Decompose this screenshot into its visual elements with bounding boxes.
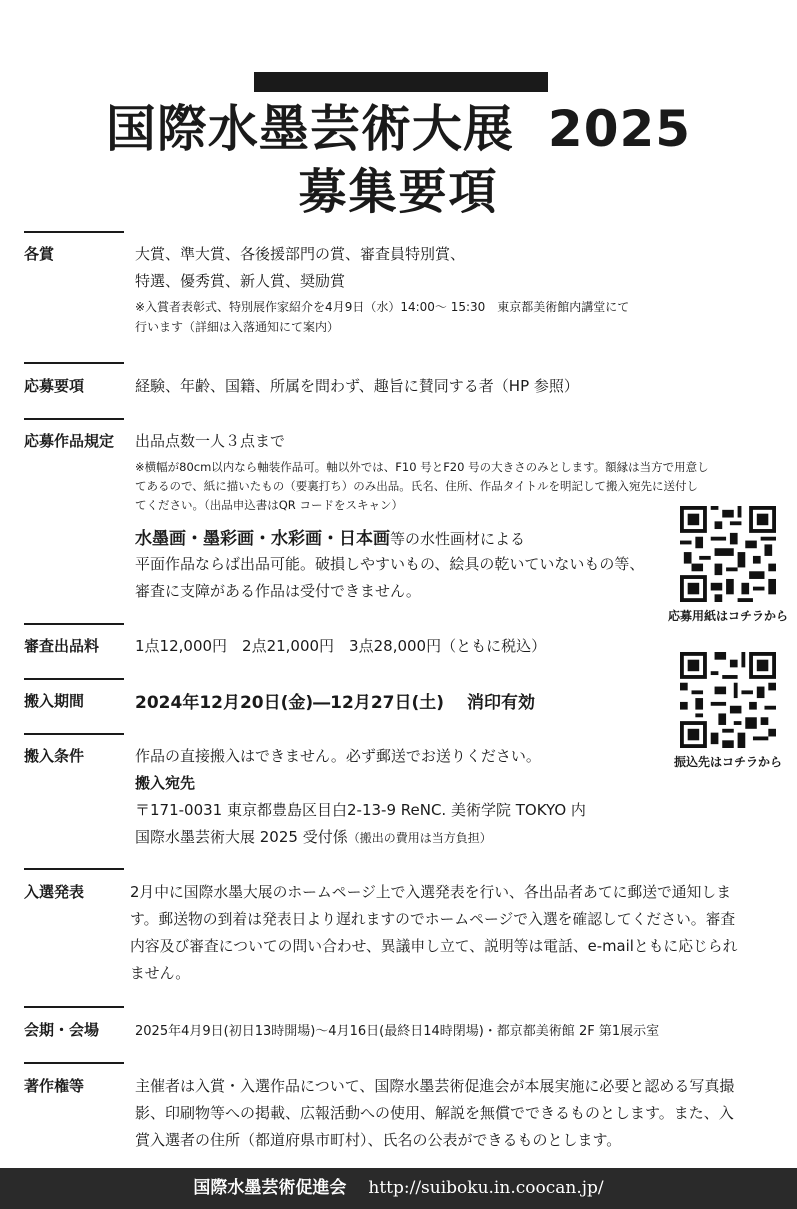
awards-line-2: 特選、優秀賞、新人賞、奨励賞: [135, 272, 346, 290]
conditions-recipient-name: 国際水墨芸術大展 2025 受付係: [135, 828, 348, 846]
results-line-2: す。郵送物の到着は発表日より遅れますのでホームページで入選を確認してください。審査: [130, 911, 736, 928]
section-label-conditions: 搬入条件: [24, 747, 85, 765]
section-label-period: 搬入期間: [24, 692, 85, 710]
section-divider: [24, 678, 124, 680]
page-subtitle: 募集要項: [298, 164, 499, 220]
title-decoration-bar: [254, 72, 548, 92]
awards-note-1: ※入賞者表彰式、特別展作家紹介を4月9日（水）14:00〜 15:30 東京都美術館内講堂にて: [135, 300, 630, 314]
section-label-results: 入選発表: [24, 883, 85, 901]
section-label-copyright: 著作権等: [24, 1077, 85, 1095]
results-line-4: ません。: [130, 965, 191, 982]
page-title: [0, 98, 797, 160]
title-year: 2025: [547, 100, 692, 158]
conditions-line-1: 作品の直接搬入はできません。必ず郵送でお送りください。: [135, 747, 541, 765]
rules-media-bold: 水墨画・墨彩画・水彩画・日本画: [135, 529, 390, 549]
conditions-recipient-note: （搬出の費用は当方負担）: [347, 831, 492, 845]
section-divider: [24, 418, 124, 420]
eligibility-text: 経験、年齢、国籍、所属を問わず、趣旨に賛同する者（HP 参照）: [135, 377, 579, 395]
section-divider: [24, 1006, 124, 1008]
section-label-rules: 応募作品規定: [24, 432, 115, 450]
copyright-line-2: 影、印刷物等への掲載、広報活動への使用、解説を無償でできるものとします。また、入: [135, 1104, 734, 1122]
conditions-destination-label: 搬入宛先: [135, 774, 196, 792]
section-divider: [24, 1062, 124, 1064]
payment-qr-code[interactable]: [680, 652, 776, 748]
rules-note-1: ※横幅が80cm以内なら軸装作品可。軸以外では、F10 号とF20 号の大きさのみとします。額縁は当方で用意し: [135, 460, 709, 474]
footer-bar: [0, 1168, 797, 1209]
conditions-recipient: [135, 826, 492, 847]
awards-note-2: 行います（詳細は入落通知にて案内）: [135, 320, 340, 334]
venue-text: 2025年4月9日(初日13時開場)～4月16日(最終日14時閉場)・都京都美術館 2F 第1展示室: [135, 1024, 660, 1039]
results-line-3: 内容及び審査についての問い合わせ、異議申し立て、説明等は電話、e-mailともに応じられ: [130, 938, 738, 955]
section-label-fee: 審査出品料: [24, 637, 100, 655]
section-divider: [24, 362, 124, 364]
rules-media: [135, 524, 525, 549]
section-label-venue: 会期・会場: [24, 1021, 100, 1039]
section-divider: [24, 231, 124, 233]
rules-line-3: 審査に支障がある作品は受付できません。: [135, 582, 421, 600]
section-label-eligibility: 応募要項: [24, 377, 85, 395]
section-label-awards: 各賞: [24, 245, 55, 263]
rules-note-2: てあるので、紙に描いたもの（要裏打ち）のみ出品。氏名、住所、作品タイトルを明記して搬入宛先に送付し: [135, 479, 699, 493]
section-divider: [24, 623, 124, 625]
rules-line-2: 平面作品ならば出品可能。破損しやすいもの、絵具の乾いていないもの等、: [135, 555, 645, 573]
fee-text: 1点12,000円 2点21,000円 3点28,000円（ともに税込）: [135, 637, 547, 655]
awards-line-1: 大賞、準大賞、各後援部門の賞、審査員特別賞、: [135, 245, 466, 263]
rules-media-rest: 等の水性画材による: [390, 530, 526, 548]
results-line-1: 2月中に国際水墨大展のホームページ上で入選発表を行い、各出品者あてに郵送で通知しま: [130, 884, 731, 901]
payment-qr-caption: 振込先はコチラから: [673, 755, 782, 769]
rules-line-1: 出品点数一人３点まで: [135, 432, 286, 450]
rules-note-3: てください。（出品申込書はQR コードをスキャン）: [135, 498, 403, 512]
copyright-line-3: 賞入選者の住所（都道府県市町村）、氏名の公表ができるものとします。: [135, 1131, 622, 1149]
section-divider: [24, 868, 124, 870]
application-qr-code[interactable]: [680, 506, 776, 602]
application-qr-caption: 応募用紙はコチラから: [667, 609, 788, 623]
title-main: 国際水墨芸術大展: [105, 100, 514, 158]
footer-url-link[interactable]: http://suiboku.in.coocan.jp/: [368, 1178, 604, 1198]
copyright-line-1: 主催者は入賞・入選作品について、国際水墨芸術促進会が本展実施に必要と認める写真撮: [135, 1077, 735, 1095]
footer-organization: 国際水墨芸術促進会: [193, 1178, 347, 1198]
period-text: 2024年12月20日(金)―12月27日(土) 消印有効: [135, 693, 535, 713]
conditions-address: 〒171-0031 東京都豊島区目白2-13-9 ReNC. 美術学院 TOKYO 内: [135, 801, 586, 819]
section-divider: [24, 733, 124, 735]
